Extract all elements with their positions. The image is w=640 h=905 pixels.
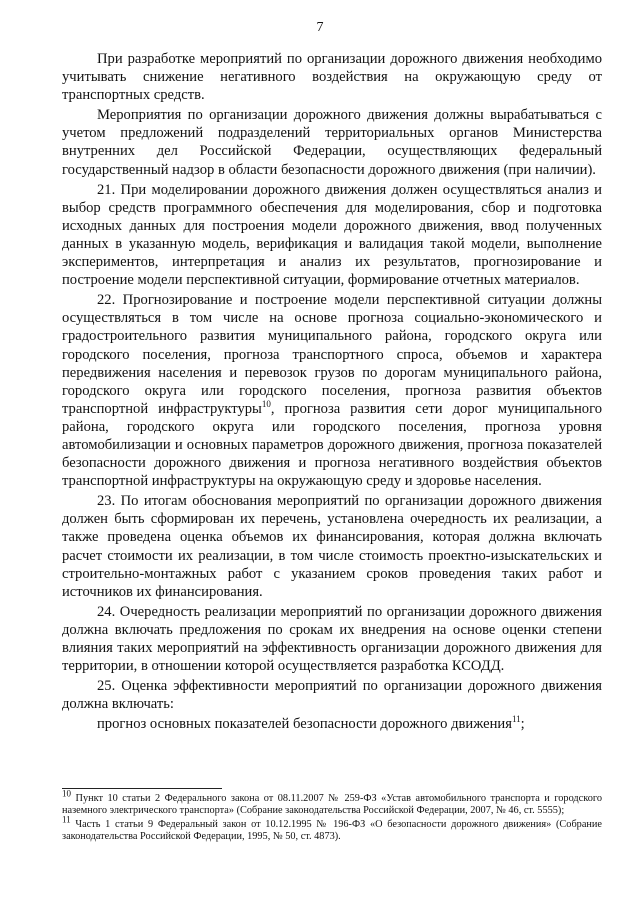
paragraph-21: 21. При моделировании дорожного движения должен осуществляться анализ и выбор средств программного обеспечения для моделирования, сбор и подготовка исходных данных для построения модели дорожного движения, ввод полученных данных в указанную модель, верификация и валидация такой модели, выполнение экспериментов, интерпретация и анализ их результатов, прогнозирование и построение модели перспективной ситуации, формирование отчетных материалов. <box>62 181 602 289</box>
footnote-ref-10: 10 <box>261 398 271 409</box>
footnote-10 <box>62 788 602 818</box>
footnote-11 <box>62 814 602 844</box>
footnote-10-text: Пункт 10 статьи 2 Федерального закона от 08.11.2007 № 259-ФЗ «Устав автомобильного транспорта и городского наземного электрического транспорта» (Собрание законодательства Российской Федерации, 2007, № 46, ст. 5555); <box>62 793 602 817</box>
paragraph-25-item-tail: ; <box>520 716 525 733</box>
footnote-mark-10: 10 <box>62 788 71 799</box>
paragraph-22 <box>62 291 602 490</box>
footnote-11-text: Часть 1 статьи 9 Федеральный закон от 10.12.1995 № 196-ФЗ «О безопасности дорожного движения» (Собрание законодательства Российской Федерации, 1995, № 50, ст. 4873). <box>62 818 602 843</box>
footnote-mark-11: 11 <box>62 814 71 825</box>
paragraph-25-item <box>62 715 602 733</box>
document-body <box>62 50 602 735</box>
paragraph-24: 24. Очередность реализации мероприятий по организации дорожного движения должна включать предложения по срокам их внедрения на основе оценки степени влияния таких мероприятий на эффективность организации дорожного движения для территории, в отношении которой осуществляется разработка КСОДД. <box>62 603 602 675</box>
paragraph-25: 25. Оценка эффективности мероприятий по организации дорожного движения должна включать: <box>62 678 602 713</box>
paragraph-25-item-text: прогноз основных показателей безопасности дорожного движения <box>97 716 512 733</box>
footnotes <box>62 788 602 845</box>
paragraph-23: 23. По итогам обоснования мероприятий по организации дорожного движения должен быть сформирован их перечень, установлена очередность их реализации, а также проведена оценка объемов их финансирования, которая должна включать расчет стоимости их реализации, в том числе стоимость проектно-изыскательских и строительно-монтажных работ с указанием сроков проведения таких работ и источников их финансирования. <box>62 493 602 600</box>
footnote-divider <box>62 788 222 789</box>
paragraph-2: Мероприятия по организации дорожного движения должны вырабатываться с учетом предложений подразделений территориальных органов Министерства внутренних дел Российской Федерации, осуществляющих федеральный государственный надзор в области безопасности дорожного движения (при наличии). <box>62 107 602 178</box>
footnote-ref-11: 11 <box>511 714 521 725</box>
paragraph-1: При разработке мероприятий по организации дорожного движения необходимо учитывать снижение негативного воздействия на окружающую среду от транспортных средств. <box>62 51 602 104</box>
page-number: 7 <box>316 20 324 35</box>
paragraph-22-text-end: , прогноза развития сети дорог муниципального района, городского округа или городского поселения, прогноза уровня автомобилизации и основных параметров дорожного движения, прогноза показателей безопасности дорожного движения и прогноза негативного воздействия объектов транспортной инфраструктуры на окружающую среду и здоровье населения. <box>62 400 602 490</box>
paragraph-22-text-start: 22. Прогнозирование и построение модели перспективной ситуации должны осуществляться в том числе на основе прогноза социально-экономического и градостроительного развития муниципального района, городского округа или городского поселения, прогноза транспортного спроса, объемов и характера передвижения населения и перевозок грузов по дорогам муниципального района, городского округа или городского поселения, прогноза развития объектов транспортной инфраструктуры <box>62 292 602 417</box>
